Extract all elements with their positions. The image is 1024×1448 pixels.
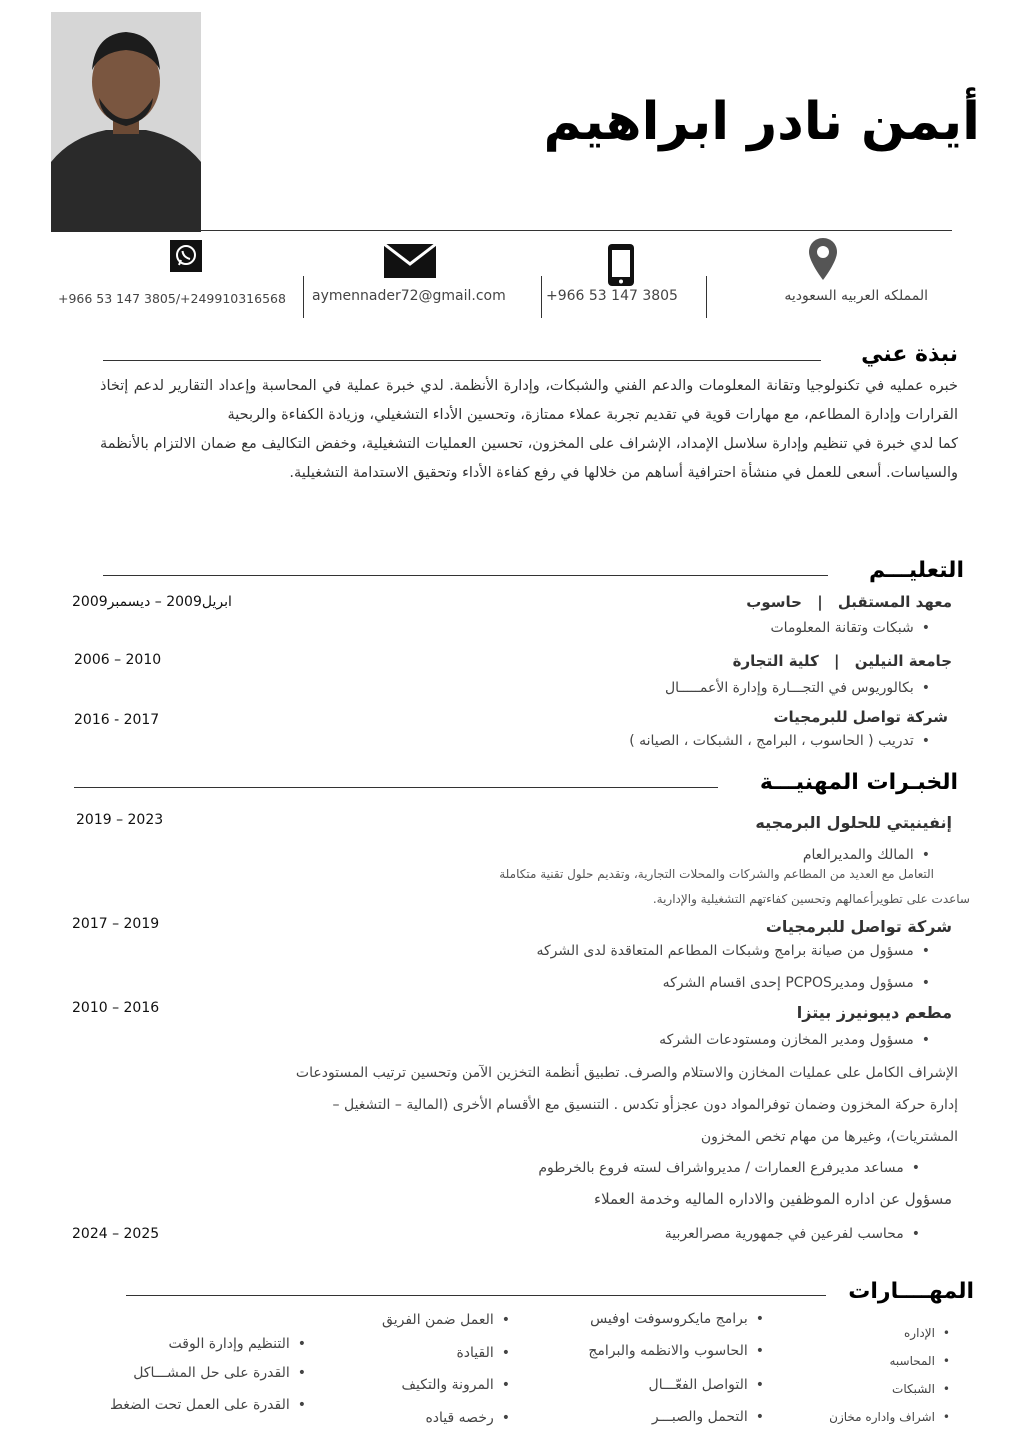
candidate-name: أيمن نادر ابراهيم [543, 92, 980, 152]
job-duty: • مسؤول من صيانة برامج وشبكات المطاعم المتعاقدة لدى الشركه [536, 943, 930, 959]
education-detail: • شبكات وتقانة المعلومات [770, 620, 930, 636]
experience-title: الخبـرات المهنيـــة [759, 770, 958, 795]
profile-photo [51, 12, 201, 232]
job-duty: • مسؤول ومدير المخازن ومستودعات الشركه [659, 1032, 930, 1048]
skill-item: • التواصل الفعّـــال [588, 1377, 764, 1409]
education-divider [103, 575, 828, 576]
about-divider [103, 360, 821, 361]
skill-item: • الشبكات [829, 1382, 950, 1410]
job-date: 2019 – 2023 [76, 812, 164, 828]
skill-item: • برامج مايكروسوفت اوفيس [588, 1311, 764, 1343]
skill-item: • القدرة على العمل تحت الضغط [110, 1397, 306, 1429]
education-date: 2016 - 2017 [74, 712, 160, 728]
job-duty: • مساعد مديرفرع العمارات / مديرواشراف لسته فروع بالخرطوم [538, 1160, 920, 1176]
skill-item: • القدرة على حل المشـــاكل [110, 1365, 306, 1397]
skills-column [382, 1312, 510, 1442]
skills-column [829, 1326, 950, 1438]
experience-divider [74, 787, 718, 788]
phone-text[interactable]: +966 53 147 3805 [546, 288, 678, 304]
skill-item: • اشراف واداره مخازن [829, 1410, 950, 1438]
skills-divider [126, 1295, 826, 1296]
job-description: مسؤول عن اداره الموظفين والاداره الماليه وخدمة العملاء [594, 1190, 952, 1208]
job-description: التعامل مع العديد من المطاعم والشركات والمحلات التجارية، وتقديم حلول تقنية متكاملة [499, 867, 934, 881]
education-item-title: شركة تواصل للبرمجيات [773, 708, 948, 726]
job-description: ساعدت على تطويرأعمالهم وتحسين كفاءتهم التشغيلية والإدارية. [652, 892, 970, 906]
header-divider [200, 230, 952, 231]
skill-item: • الإداره [829, 1326, 950, 1354]
email-icon [384, 244, 436, 282]
contact-separator [706, 276, 707, 318]
skills-title: المهــــارات [848, 1279, 974, 1304]
job-date: 2010 – 2016 [72, 1000, 160, 1016]
skill-item: • الحاسوب والانظمه والبرامج [588, 1343, 764, 1377]
about-section [100, 372, 958, 488]
location-text: المملكه العربيه السعوديه [784, 288, 928, 304]
about-paragraph-1: خبره عمليه في تكنولوجيا وتقانة المعلومات والدعم الفني والشبكات، وإدارة الأنظمة. لدي خبرة عملية في المحاسبة وإعداد التقارير لدعم إتخاذ القرارات وإدارة المطاعم، مع مهارات قوية في تقديم تجربة عملاء ممتازة، وتحسين الأداء التشغيلي، وزيادة الكفاءة والربحية [100, 378, 958, 423]
skills-column [588, 1311, 764, 1441]
skill-item: • القيادة [382, 1345, 510, 1377]
skills-column [110, 1336, 306, 1429]
job-role: • المالك والمديرالعام [803, 847, 930, 863]
about-title: نبذة عني [861, 342, 958, 367]
skill-item: • التحمل والصبـــر [588, 1409, 764, 1441]
job-description: إدارة حركة المخزون وضمان توفرالمواد دون عجزأو تكدس . التنسيق مع الأقسام الأخرى (المالية – التشغيل – [332, 1097, 958, 1113]
job-duty: • مسؤول ومديرPCPOS إحدى اقسام الشركه [663, 975, 930, 991]
education-item-title: جامعة النيلين | كلية التجارة [732, 652, 952, 670]
skill-item: • رخصه قياده [382, 1410, 510, 1442]
job-description: الإشراف الكامل على عمليات المخازن والاستلام والصرف. تطبيق أنظمة التخزين الآمن وتحسين ترتيب المستودعات [295, 1065, 958, 1081]
whatsapp-text[interactable]: +966 53 147 3805/+249910316568 [58, 291, 286, 306]
phone-icon [607, 243, 635, 291]
whatsapp-icon [170, 240, 202, 276]
job-duty: • محاسب لفرعين في جمهورية مصرالعربية [665, 1226, 920, 1242]
skill-item: • المرونة والتكيف [382, 1377, 510, 1410]
location-pin-icon [809, 238, 837, 284]
job-company: مطعم ديبونيرز بيتزا [796, 1003, 952, 1022]
about-paragraph-2: كما لدي خبرة في تنظيم وإدارة سلاسل الإمداد، الإشراف على المخزون، تحسين العمليات التشغيلية، وخفض التكاليف مع ضمان الالتزام بالأنظمة والسياسات. أسعى للعمل في منشأة احترافية أساهم من خلالها في رفع كفاءة الأداء وتحقيق الاستدامة التشغيلية. [100, 436, 958, 481]
skill-item: • العمل ضمن الفريق [382, 1312, 510, 1345]
education-title: التعليـــم [869, 558, 964, 583]
job-company: إنفينيتي للحلول البرمجيه [755, 813, 952, 832]
email-link[interactable]: aymennader72@gmail.com [312, 288, 506, 304]
skill-item: • المحاسبه [829, 1354, 950, 1382]
contact-separator [541, 276, 542, 318]
job-description: المشتريات)، وغيرها من مهام تخص المخزون [700, 1129, 958, 1145]
education-detail: • بكالوريوس في التجـــارة وإدارة الأعمـــــال [665, 680, 930, 696]
education-item-title: معهد المستقبل | حاسوب [746, 593, 952, 611]
job-date: 2017 – 2019 [72, 916, 160, 932]
contact-separator [303, 276, 304, 318]
job-company: شركة تواصل للبرمجيات [765, 917, 952, 936]
education-date: 2006 – 2010 [74, 652, 162, 668]
job-date: 2024 – 2025 [72, 1226, 160, 1242]
education-date: ابريل2009 – ديسمبر2009 [72, 594, 232, 610]
skill-item: • التنظيم وإدارة الوقت [110, 1336, 306, 1365]
education-detail: • تدريب ( الحاسوب ، البرامج ، الشبكات ، الصيانه ) [629, 733, 930, 749]
